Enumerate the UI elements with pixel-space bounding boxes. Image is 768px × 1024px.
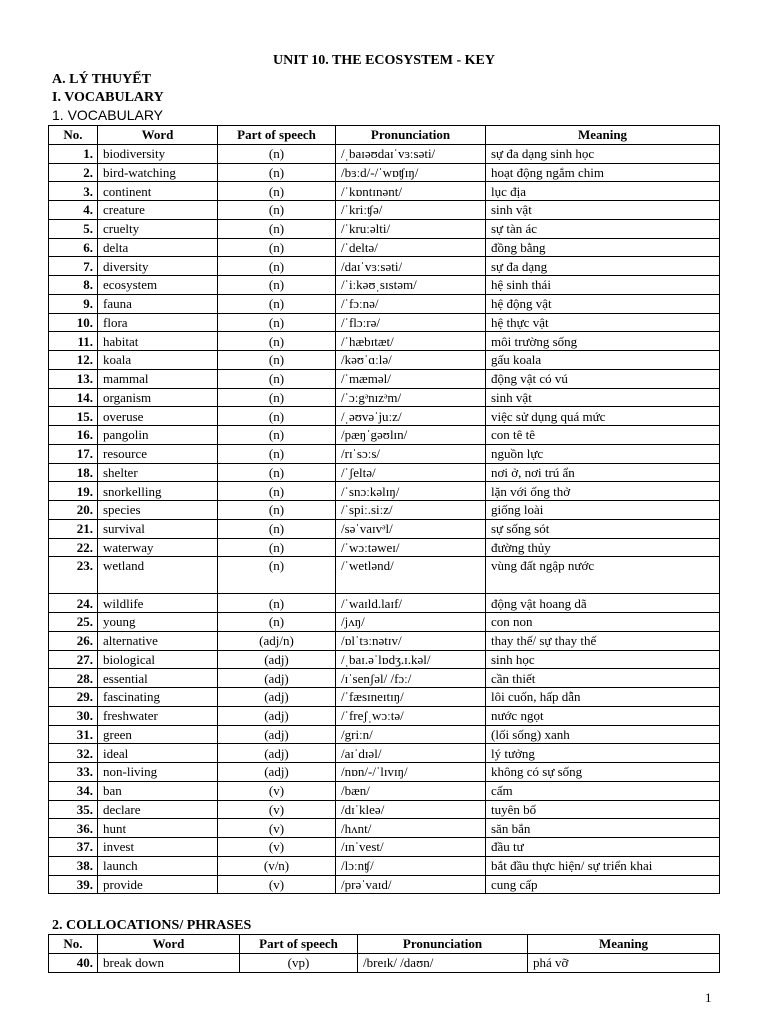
row-number: 36. [49, 819, 98, 838]
table-row [49, 332, 720, 351]
row-word: ecosystem [98, 276, 218, 295]
row-part-of-speech: (adj) [218, 688, 336, 707]
row-meaning: sự sống sót [486, 519, 720, 538]
row-word: mammal [98, 369, 218, 388]
row-word: green [98, 725, 218, 744]
section-a-heading: A. LÝ THUYẾT [52, 72, 151, 87]
row-word: declare [98, 800, 218, 819]
row-number: 27. [49, 650, 98, 669]
row-part-of-speech: (n) [218, 426, 336, 445]
row-part-of-speech: (adj) [218, 763, 336, 782]
row-pronunciation: /prəˈvaɪd/ [336, 875, 486, 894]
row-part-of-speech: (adj) [218, 744, 336, 763]
row-pronunciation: /nɒn/-/ˈlɪvɪŋ/ [336, 763, 486, 782]
row-number: 28. [49, 669, 98, 688]
row-meaning: săn bắn [486, 819, 720, 838]
row-number: 2. [49, 163, 98, 182]
row-part-of-speech: (v) [218, 838, 336, 857]
row-meaning: hệ sinh thái [486, 276, 720, 295]
row-part-of-speech: (v) [218, 875, 336, 894]
row-pronunciation: /ˈfæsɪneɪtɪŋ/ [336, 688, 486, 707]
row-pronunciation: /pæŋˈgəʊlɪn/ [336, 426, 486, 445]
row-meaning: sự tàn ác [486, 219, 720, 238]
row-part-of-speech: (adj) [218, 706, 336, 725]
row-pronunciation: /dɪˈkleə/ [336, 800, 486, 819]
row-number: 33. [49, 763, 98, 782]
row-word: habitat [98, 332, 218, 351]
row-meaning: tuyên bố [486, 800, 720, 819]
row-meaning: sinh vật [486, 388, 720, 407]
row-part-of-speech: (n) [218, 163, 336, 182]
table-row [49, 369, 720, 388]
row-word: break down [98, 953, 240, 972]
row-part-of-speech: (n) [218, 538, 336, 557]
row-part-of-speech: (n) [218, 407, 336, 426]
row-meaning: cung cấp [486, 875, 720, 894]
row-word: essential [98, 669, 218, 688]
vocabulary-table [48, 125, 720, 894]
row-meaning: sinh học [486, 650, 720, 669]
row-part-of-speech: (n) [218, 219, 336, 238]
row-word: overuse [98, 407, 218, 426]
row-part-of-speech: (n) [218, 351, 336, 370]
row-meaning: hệ động vật [486, 294, 720, 313]
row-part-of-speech: (n) [218, 144, 336, 163]
row-number: 38. [49, 856, 98, 875]
row-meaning: vùng đất ngập nước [486, 557, 720, 594]
row-word: organism [98, 388, 218, 407]
table-row [49, 313, 720, 332]
row-word: invest [98, 838, 218, 857]
row-pronunciation: /ˈwaɪld.laɪf/ [336, 594, 486, 613]
row-pronunciation: /ˌbaɪəʊdaɪˈvɜːsəti/ [336, 144, 486, 163]
row-meaning: đồng bằng [486, 238, 720, 257]
row-number: 34. [49, 781, 98, 800]
table-row [49, 594, 720, 613]
row-word: cruelty [98, 219, 218, 238]
row-word: continent [98, 182, 218, 201]
row-pronunciation: /ˈspiː.siːz/ [336, 501, 486, 520]
page-title: UNIT 10. THE ECOSYSTEM - KEY [273, 53, 495, 68]
table-row [49, 501, 720, 520]
row-pronunciation: /lɔːnʧ/ [336, 856, 486, 875]
row-meaning: động vật hoang dã [486, 594, 720, 613]
row-word: diversity [98, 257, 218, 276]
row-meaning: cấm [486, 781, 720, 800]
row-meaning: thay thế/ sự thay thế [486, 631, 720, 650]
row-part-of-speech: (n) [218, 463, 336, 482]
row-pronunciation: /hʌnt/ [336, 819, 486, 838]
row-pronunciation: /ˈkɒntɪnənt/ [336, 182, 486, 201]
row-number: 26. [49, 631, 98, 650]
row-pronunciation: /ˈiːkəʊˌsɪstəm/ [336, 276, 486, 295]
table-row [49, 426, 720, 445]
table-row [49, 238, 720, 257]
row-number: 5. [49, 219, 98, 238]
table-row [49, 482, 720, 501]
row-part-of-speech: (n) [218, 294, 336, 313]
row-pronunciation: /ˌbaɪ.əˈlɒdʒ.ɪ.kəl/ [336, 650, 486, 669]
row-number: 37. [49, 838, 98, 857]
row-meaning: nguồn lực [486, 444, 720, 463]
row-number: 31. [49, 725, 98, 744]
table-row [49, 557, 720, 594]
row-number: 1. [49, 144, 98, 163]
row-number: 4. [49, 201, 98, 220]
header-no: No. [49, 935, 98, 954]
table-row [49, 219, 720, 238]
row-number: 25. [49, 613, 98, 632]
row-number: 20. [49, 501, 98, 520]
row-word: biological [98, 650, 218, 669]
collocations-table [48, 934, 720, 973]
header-word: Word [98, 126, 218, 145]
row-number: 9. [49, 294, 98, 313]
row-word: resource [98, 444, 218, 463]
table-row [49, 800, 720, 819]
row-number: 18. [49, 463, 98, 482]
table-row [49, 819, 720, 838]
table-row [49, 388, 720, 407]
table-header-row [49, 935, 720, 954]
row-word: provide [98, 875, 218, 894]
table-row [49, 669, 720, 688]
row-word: species [98, 501, 218, 520]
table-row [49, 875, 720, 894]
row-part-of-speech: (n) [218, 182, 336, 201]
row-meaning: (lối sống) xanh [486, 725, 720, 744]
table-row [49, 163, 720, 182]
row-part-of-speech: (n) [218, 388, 336, 407]
table-row [49, 407, 720, 426]
table-row [49, 650, 720, 669]
row-pronunciation: /ˈmæməl/ [336, 369, 486, 388]
row-word: young [98, 613, 218, 632]
row-number: 3. [49, 182, 98, 201]
table-header-row [49, 126, 720, 145]
row-number: 23. [49, 557, 98, 594]
row-part-of-speech: (n) [218, 332, 336, 351]
row-meaning: lý tưởng [486, 744, 720, 763]
row-part-of-speech: (n) [218, 276, 336, 295]
row-pronunciation: /ɪˈsenʃəl/ /fɔː/ [336, 669, 486, 688]
row-number: 35. [49, 800, 98, 819]
row-part-of-speech: (v) [218, 800, 336, 819]
header-part-of-speech: Part of speech [240, 935, 358, 954]
row-meaning: đường thủy [486, 538, 720, 557]
row-part-of-speech: (n) [218, 557, 336, 594]
row-meaning: sinh vật [486, 201, 720, 220]
row-part-of-speech: (adj) [218, 669, 336, 688]
header-no: No. [49, 126, 98, 145]
row-word: freshwater [98, 706, 218, 725]
row-part-of-speech: (n) [218, 257, 336, 276]
row-meaning: môi trường sống [486, 332, 720, 351]
row-number: 14. [49, 388, 98, 407]
row-pronunciation: /ˈwɔːtəweɪ/ [336, 538, 486, 557]
row-pronunciation: /ˈɔːgᵊnɪzᵊm/ [336, 388, 486, 407]
row-part-of-speech: (v/n) [218, 856, 336, 875]
row-number: 40. [49, 953, 98, 972]
row-meaning: nước ngọt [486, 706, 720, 725]
row-meaning: bắt đầu thực hiện/ sự triển khai [486, 856, 720, 875]
row-number: 10. [49, 313, 98, 332]
table-row [49, 144, 720, 163]
row-number: 12. [49, 351, 98, 370]
row-word: hunt [98, 819, 218, 838]
row-pronunciation: /səˈvaɪvᵊl/ [336, 519, 486, 538]
row-pronunciation: /ˈʃeltə/ [336, 463, 486, 482]
row-part-of-speech: (v) [218, 819, 336, 838]
row-pronunciation: /ˈhæbɪtæt/ [336, 332, 486, 351]
table-row [49, 444, 720, 463]
table-row [49, 351, 720, 370]
row-part-of-speech: (vp) [240, 953, 358, 972]
row-number: 8. [49, 276, 98, 295]
row-pronunciation: /ˈdeltə/ [336, 238, 486, 257]
row-pronunciation: /aɪˈdɪəl/ [336, 744, 486, 763]
table-row [49, 706, 720, 725]
row-number: 24. [49, 594, 98, 613]
row-word: snorkelling [98, 482, 218, 501]
row-number: 6. [49, 238, 98, 257]
row-word: launch [98, 856, 218, 875]
header-part-of-speech: Part of speech [218, 126, 336, 145]
table-row [49, 781, 720, 800]
row-meaning: lôi cuốn, hấp dẫn [486, 688, 720, 707]
row-part-of-speech: (adj) [218, 725, 336, 744]
row-part-of-speech: (n) [218, 238, 336, 257]
row-meaning: lặn với ống thở [486, 482, 720, 501]
header-pronunciation: Pronunciation [358, 935, 528, 954]
row-number: 16. [49, 426, 98, 445]
row-pronunciation: /ˈfreʃˌwɔːtə/ [336, 706, 486, 725]
row-meaning: không có sự sống [486, 763, 720, 782]
row-part-of-speech: (adj/n) [218, 631, 336, 650]
row-number: 30. [49, 706, 98, 725]
row-word: delta [98, 238, 218, 257]
row-meaning: sự đa dạng [486, 257, 720, 276]
row-meaning: đầu tư [486, 838, 720, 857]
subsection-1-heading: 1. VOCABULARY [52, 107, 164, 123]
row-word: non-living [98, 763, 218, 782]
row-meaning: con tê tê [486, 426, 720, 445]
row-number: 21. [49, 519, 98, 538]
row-pronunciation: /breɪk/ /daʊn/ [358, 953, 528, 972]
row-pronunciation: /ˈfɔːnə/ [336, 294, 486, 313]
row-word: pangolin [98, 426, 218, 445]
row-meaning: hệ thực vật [486, 313, 720, 332]
subsection-2-heading: 2. COLLOCATIONS/ PHRASES [52, 918, 252, 933]
row-number: 29. [49, 688, 98, 707]
row-part-of-speech: (n) [218, 313, 336, 332]
row-number: 32. [49, 744, 98, 763]
table-row [49, 613, 720, 632]
table-row [49, 294, 720, 313]
row-meaning: lục địa [486, 182, 720, 201]
row-pronunciation: /ˈflɔːrə/ [336, 313, 486, 332]
row-word: biodiversity [98, 144, 218, 163]
row-pronunciation: /jʌŋ/ [336, 613, 486, 632]
table-row [49, 763, 720, 782]
row-part-of-speech: (adj) [218, 650, 336, 669]
table-row [49, 856, 720, 875]
row-pronunciation: /ˈsnɔːkəlɪŋ/ [336, 482, 486, 501]
row-pronunciation: /ɪnˈvest/ [336, 838, 486, 857]
row-word: fascinating [98, 688, 218, 707]
row-word: survival [98, 519, 218, 538]
row-pronunciation: /ˌəʊvəˈjuːz/ [336, 407, 486, 426]
row-number: 39. [49, 875, 98, 894]
row-part-of-speech: (n) [218, 482, 336, 501]
row-meaning: phá vỡ [528, 953, 720, 972]
row-word: shelter [98, 463, 218, 482]
row-pronunciation: /ɒlˈtɜːnətɪv/ [336, 631, 486, 650]
row-word: ideal [98, 744, 218, 763]
table-row [49, 725, 720, 744]
row-pronunciation: /ˈkruːəlti/ [336, 219, 486, 238]
header-pronunciation: Pronunciation [336, 126, 486, 145]
row-part-of-speech: (n) [218, 613, 336, 632]
page-number: 1 [705, 990, 712, 1005]
row-pronunciation: /ˈkriːʧə/ [336, 201, 486, 220]
table-row [49, 463, 720, 482]
row-word: fauna [98, 294, 218, 313]
table-row [49, 538, 720, 557]
row-word: bird-watching [98, 163, 218, 182]
table-row [49, 838, 720, 857]
table-row [49, 744, 720, 763]
row-pronunciation: /daɪˈvɜːsəti/ [336, 257, 486, 276]
row-pronunciation: /griːn/ [336, 725, 486, 744]
row-word: alternative [98, 631, 218, 650]
row-pronunciation: /bæn/ [336, 781, 486, 800]
row-word: ban [98, 781, 218, 800]
row-pronunciation: /rɪˈsɔːs/ [336, 444, 486, 463]
row-part-of-speech: (n) [218, 444, 336, 463]
header-meaning: Meaning [528, 935, 720, 954]
row-number: 22. [49, 538, 98, 557]
row-meaning: gấu koala [486, 351, 720, 370]
row-word: koala [98, 351, 218, 370]
row-word: waterway [98, 538, 218, 557]
row-part-of-speech: (n) [218, 501, 336, 520]
row-number: 11. [49, 332, 98, 351]
row-meaning: hoạt động ngắm chim [486, 163, 720, 182]
row-number: 7. [49, 257, 98, 276]
row-part-of-speech: (n) [218, 369, 336, 388]
row-part-of-speech: (n) [218, 201, 336, 220]
row-meaning: con non [486, 613, 720, 632]
row-pronunciation: /bɜːd/-/ˈwɒʧɪŋ/ [336, 163, 486, 182]
table-row [49, 953, 720, 972]
section-i-heading: I. VOCABULARY [52, 90, 164, 105]
row-meaning: nơi ở, nơi trú ẩn [486, 463, 720, 482]
row-number: 17. [49, 444, 98, 463]
row-meaning: việc sử dụng quá mức [486, 407, 720, 426]
row-part-of-speech: (v) [218, 781, 336, 800]
row-number: 15. [49, 407, 98, 426]
table-row [49, 631, 720, 650]
row-number: 19. [49, 482, 98, 501]
table-row [49, 257, 720, 276]
table-row [49, 519, 720, 538]
row-word: creature [98, 201, 218, 220]
row-pronunciation: /kəʊˈɑːlə/ [336, 351, 486, 370]
header-meaning: Meaning [486, 126, 720, 145]
row-part-of-speech: (n) [218, 594, 336, 613]
row-meaning: giống loài [486, 501, 720, 520]
row-meaning: cần thiết [486, 669, 720, 688]
table-row [49, 276, 720, 295]
row-word: wetland [98, 557, 218, 594]
row-word: flora [98, 313, 218, 332]
row-word: wildlife [98, 594, 218, 613]
table-row [49, 201, 720, 220]
table-row [49, 182, 720, 201]
row-meaning: sự đa dạng sinh học [486, 144, 720, 163]
row-part-of-speech: (n) [218, 519, 336, 538]
row-meaning: động vật có vú [486, 369, 720, 388]
header-word: Word [98, 935, 240, 954]
row-pronunciation: /ˈwetlənd/ [336, 557, 486, 594]
row-number: 13. [49, 369, 98, 388]
table-row [49, 688, 720, 707]
